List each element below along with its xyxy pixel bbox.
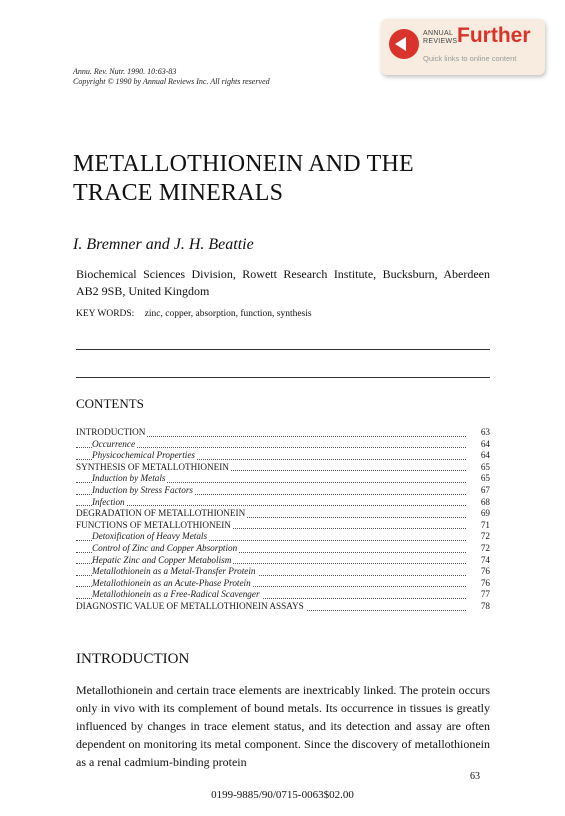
toc-entry-title: FUNCTIONS OF METALLOTHIONEIN [76,519,231,530]
toc-entry-page: 76 [467,566,490,578]
toc-entry-title: Metallothionein as an Acute-Phase Protein [92,577,251,588]
toc-entry-title: Infection [92,496,125,507]
toc-entry-title: Control of Zinc and Copper Absorption [92,542,238,553]
toc-entry-page: 78 [467,601,490,613]
back-arrow-icon [389,29,419,59]
toc-entry-title: Induction by Stress Factors [92,484,193,495]
toc-entry-page: 69 [467,508,490,520]
toc-entry-page: 72 [467,543,490,555]
toc-entry-page: 74 [467,555,490,567]
table-of-contents [76,427,490,613]
toc-entry[interactable] [76,589,490,601]
contents-heading: CONTENTS [76,396,144,411]
toc-entry-page: 63 [467,427,490,439]
toc-entry[interactable] [76,601,490,613]
toc-entry-page: 76 [467,578,490,590]
footer-code: 0199-9885/90/0715-0063$02.00 [211,789,354,801]
toc-entry[interactable] [76,578,490,590]
toc-entry-page: 65 [467,473,490,485]
toc-entry-page: 68 [467,497,490,509]
citation: Annu. Rev. Nutr. 1990. 10:63-83 Copyright © 1990 by Annual Reviews Inc. All rights reserved [73,67,270,86]
toc-entry-title: SYNTHESIS OF METALLOTHIONEIN [76,461,229,472]
toc-entry[interactable] [76,508,490,520]
toc-entry[interactable] [76,485,490,497]
toc-entry[interactable] [76,555,490,567]
toc-entry-page: 65 [467,462,490,474]
toc-entry[interactable] [76,450,490,462]
toc-entry-title: Metallothionein as a Free-Radical Scavenger [92,589,260,600]
annual-reviews-logo: ANNUAL REVIEWS [423,30,458,45]
authors: I. Bremner and J. H. Beattie [73,236,254,253]
toc-entry[interactable] [76,439,490,451]
toc-entry-title: INTRODUCTION [76,427,146,437]
toc-entry-page: 77 [467,589,490,601]
divider-bottom [76,377,490,378]
toc-entry-page: 72 [467,531,490,543]
toc-entry-title: DEGRADATION OF METALLOTHIONEIN [76,508,246,519]
toc-entry-page: 71 [467,520,490,532]
toc-entry[interactable] [76,497,490,509]
toc-entry-title: Detoxification of Heavy Metals [92,531,208,542]
toc-entry[interactable] [76,427,490,439]
toc-entry-title: Metallothionein as a Metal-Transfer Protein [92,566,256,577]
toc-entry-title: Occurrence [92,438,136,449]
toc-entry[interactable] [76,462,490,474]
toc-entry-page: 64 [467,439,490,451]
introduction-heading: INTRODUCTION [76,651,190,667]
keywords-label: KEY WORDS: [76,309,135,319]
affiliation: Biochemical Sciences Division, Rowett Research Institute, Bucksburn, Aberdeen AB2 9SB, United Kingdom [76,267,490,298]
toc-entry[interactable] [76,543,490,555]
toc-entry-page: 67 [467,485,490,497]
page-number: 63 [470,771,480,782]
toc-entry[interactable] [76,520,490,532]
toc-entry-title: Physicochemical Properties [92,450,195,461]
divider-top [76,349,490,350]
toc-leader-dots [76,447,490,448]
quick-links-label: Quick links to online content [423,54,517,63]
keywords [76,309,312,319]
toc-entry-title: Induction by Metals [92,473,166,484]
toc-entry-title: DIAGNOSTIC VALUE OF METALLOTHIONEIN ASSAYS [76,600,304,611]
article-title: METALLOTHIONEIN AND THE TRACE MINERALS [73,151,414,206]
toc-leader-dots [76,505,490,506]
toc-entry[interactable] [76,566,490,578]
toc-entry-page: 64 [467,450,490,462]
introduction-body: Metallothionein and certain trace elements are inextricably linked. The protein occurs only in vivo with its complement of bound metals. Its occurrence in tissues is greatly influenced by changes in trace element status, and its detection and assay are often dependent on monitoring its metal component. Since the discovery of metallothionein as a renal cadmium-binding protein [76,683,490,769]
toc-entry[interactable] [76,473,490,485]
further-badge[interactable] [381,19,545,75]
further-label: Further [457,24,531,47]
toc-entry[interactable] [76,531,490,543]
keywords-value: zinc, copper, absorption, function, synthesis [144,309,312,319]
toc-entry-title: Hepatic Zinc and Copper Metabolism [92,554,232,565]
